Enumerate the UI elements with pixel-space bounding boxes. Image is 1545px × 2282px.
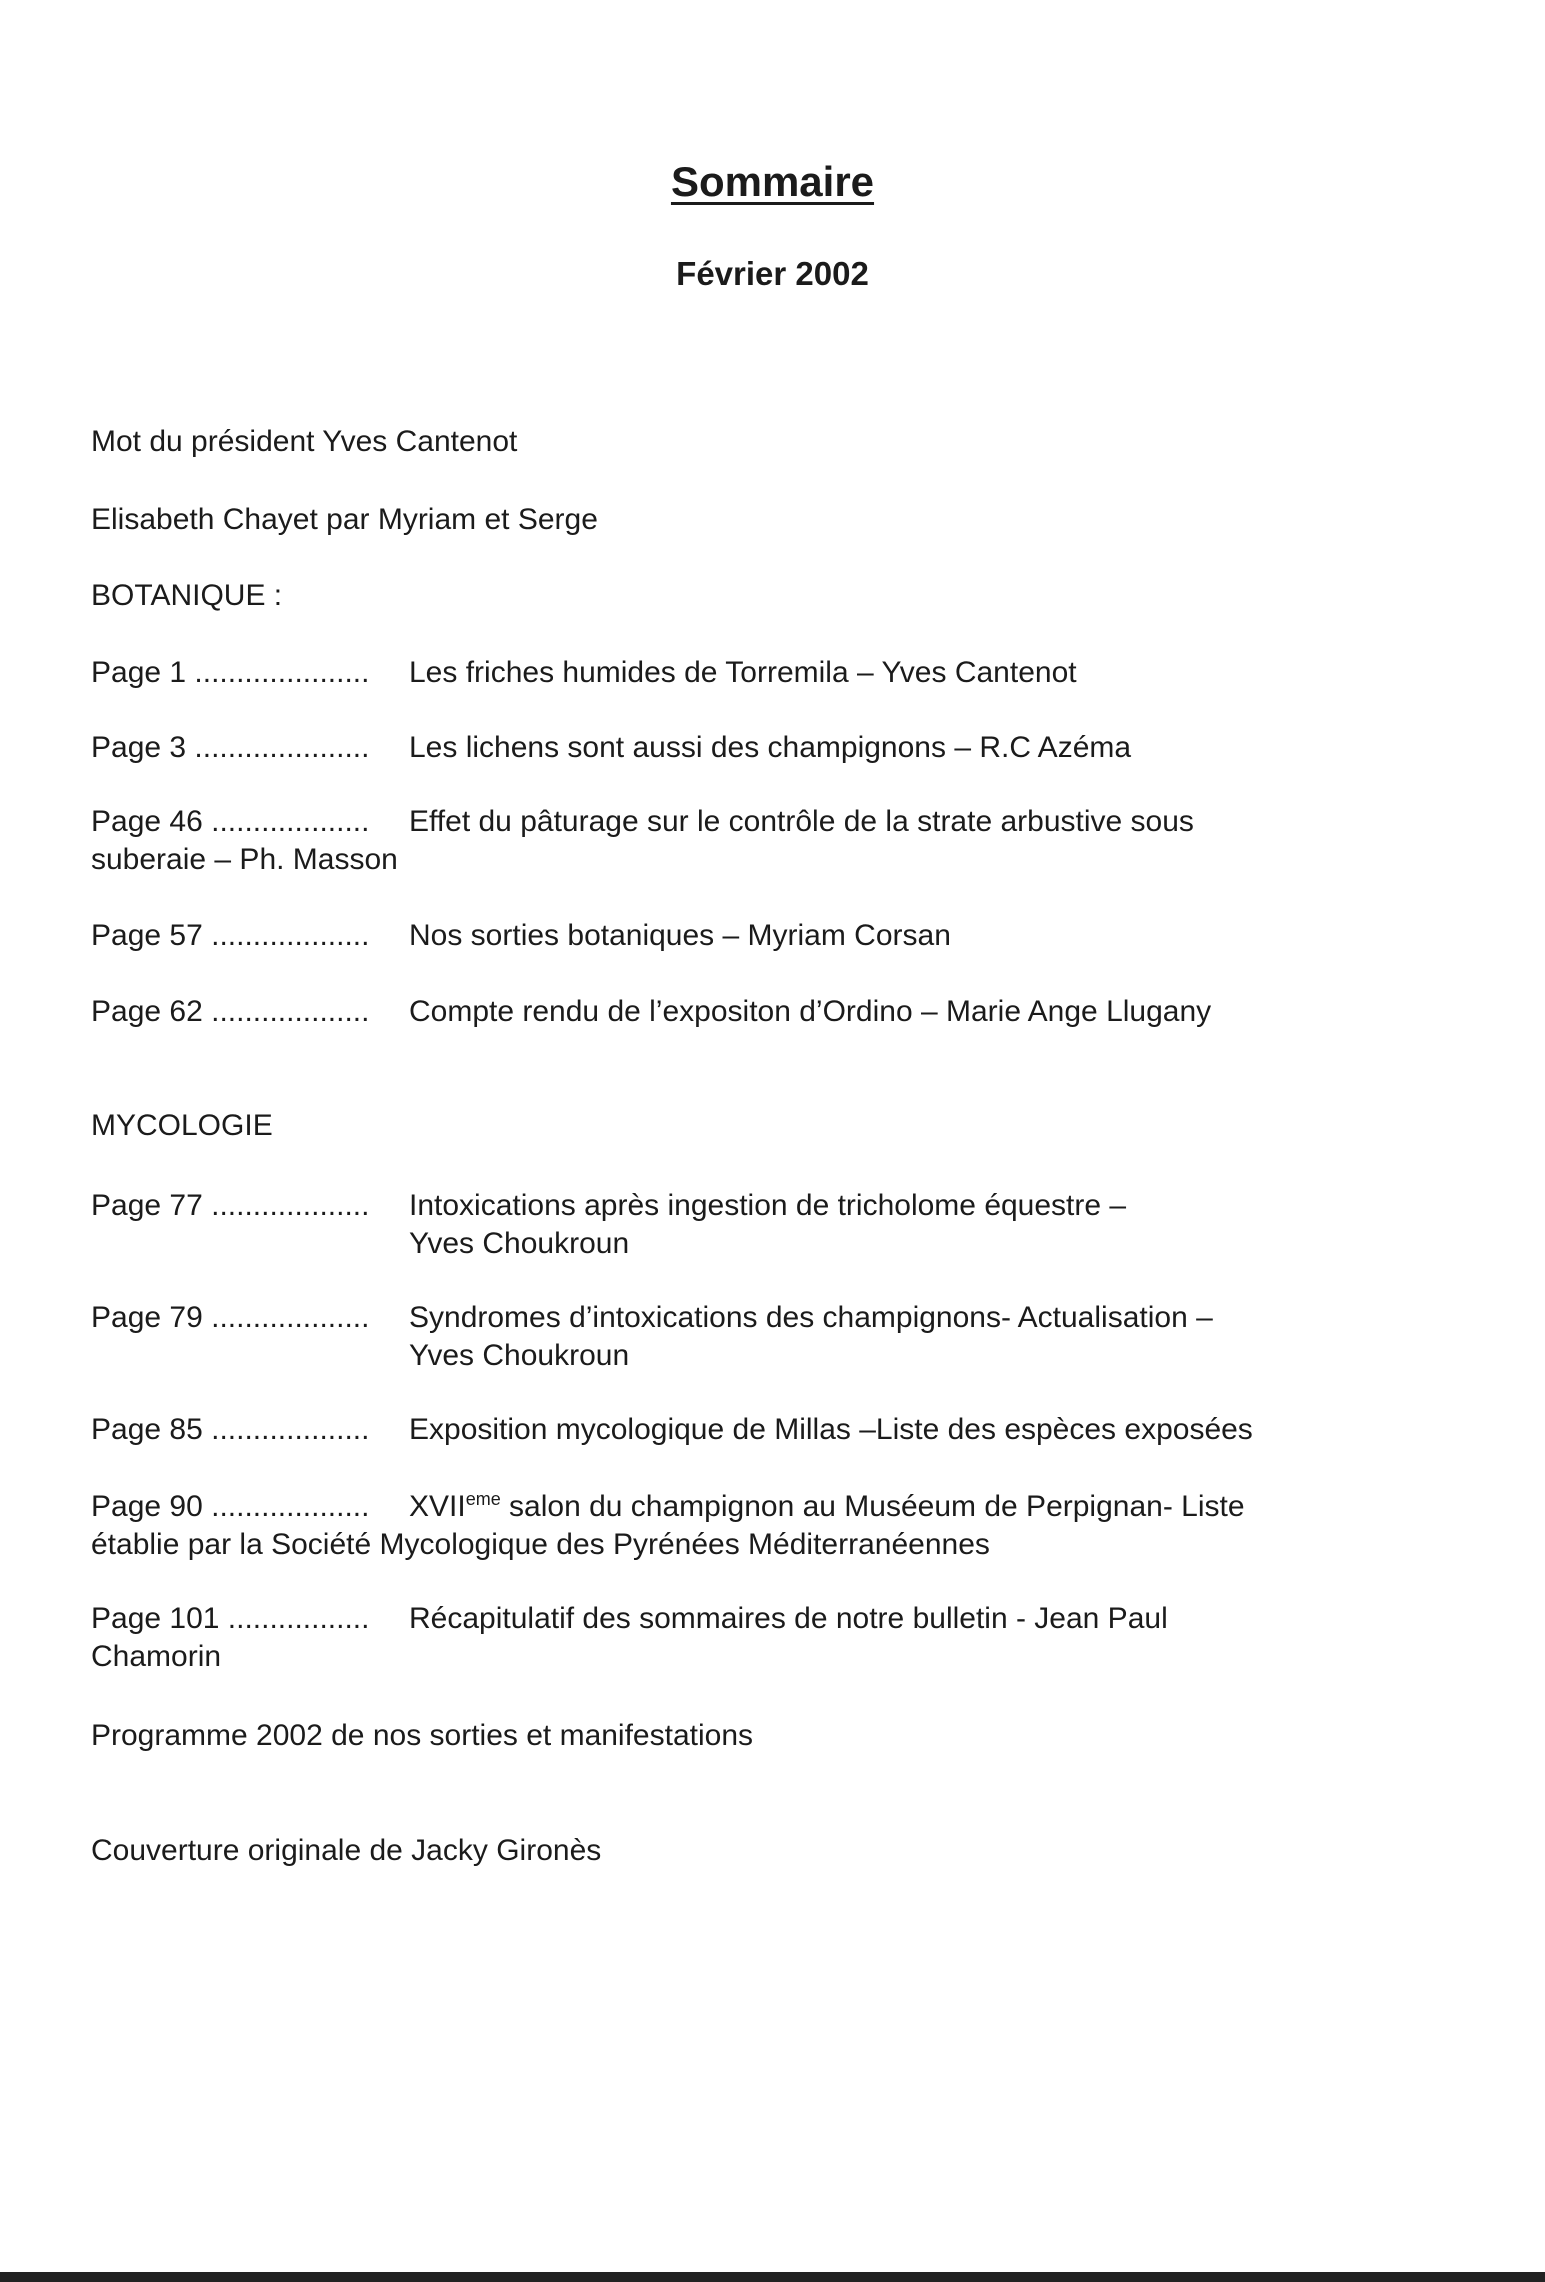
- toc-title: Nos sorties botaniques – Myriam Corsan: [409, 919, 951, 952]
- issue-date: Février 2002: [676, 255, 869, 292]
- toc-page-ref: Page 79 ...................: [91, 1301, 370, 1334]
- toc-entry: [91, 1188, 1127, 1260]
- toc-title-continuation: Yves Choukroun: [409, 1227, 630, 1260]
- section-heading-botanique: BOTANIQUE :: [91, 579, 283, 612]
- toc-title: Les friches humides de Torremila – Yves Cantenot: [409, 656, 1077, 689]
- toc-entry: [91, 994, 1212, 1030]
- toc-entry: [91, 1412, 1253, 1448]
- toc-page-ref: Page 85 ...................: [91, 1413, 370, 1446]
- intro-line-chayet: Elisabeth Chayet par Myriam et Serge: [91, 503, 598, 536]
- toc-entry: [91, 1300, 1213, 1372]
- toc-title: Syndromes d’intoxications des champignons- Actualisation –: [409, 1301, 1213, 1334]
- toc-title-continuation: suberaie – Ph. Masson: [91, 843, 398, 876]
- toc-title-superscript: eme: [465, 1489, 501, 1509]
- toc-entry: [91, 918, 951, 954]
- toc-page-ref: Page 3 .....................: [91, 731, 370, 764]
- toc-title-part: salon du champignon au Muséeum de Perpignan- Liste: [500, 1490, 1245, 1523]
- toc-title: Récapitulatif des sommaires de notre bulletin - Jean Paul: [409, 1602, 1168, 1635]
- intro-line-president: Mot du président Yves Cantenot: [91, 425, 518, 458]
- toc-title-continuation: Yves Choukroun: [409, 1339, 630, 1372]
- toc-title-part: XVII: [409, 1490, 466, 1523]
- section-heading-mycologie: MYCOLOGIE: [91, 1109, 273, 1142]
- page-title: Sommaire: [670, 158, 875, 205]
- outro-line-programme: Programme 2002 de nos sorties et manifestations: [91, 1719, 754, 1752]
- scan-edge: [0, 2272, 1545, 2282]
- toc-entry: [91, 730, 1132, 766]
- toc-title-continuation: Chamorin: [91, 1640, 222, 1673]
- toc-entry: [91, 655, 1077, 691]
- toc-title: Effet du pâturage sur le contrôle de la strate arbustive sous: [409, 805, 1194, 838]
- toc-page-ref: Page 90 ...................: [91, 1490, 370, 1523]
- toc-entry: [91, 1489, 1245, 1561]
- toc-entry: [91, 804, 1194, 876]
- toc-title-continuation: établie par la Société Mycologique des Pyrénées Méditerranéennes: [91, 1528, 990, 1561]
- toc-page-ref: Page 62 ...................: [91, 995, 370, 1028]
- toc-entry: [91, 1601, 1168, 1673]
- toc-title: Compte rendu de l’expositon d’Ordino – Marie Ange Llugany: [409, 995, 1212, 1028]
- toc-page-ref: Page 57 ...................: [91, 919, 370, 952]
- toc-title: Les lichens sont aussi des champignons – R.C Azéma: [409, 731, 1132, 764]
- toc-title: Exposition mycologique de Millas –Liste des espèces exposées: [409, 1413, 1253, 1446]
- outro-line-couverture: Couverture originale de Jacky Gironès: [91, 1834, 602, 1867]
- toc-page-ref: Page 46 ...................: [91, 805, 370, 838]
- toc-title: Intoxications après ingestion de tricholome équestre –: [409, 1189, 1127, 1222]
- toc-page-ref: Page 1 .....................: [91, 656, 370, 689]
- toc-page-ref: Page 77 ...................: [91, 1189, 370, 1222]
- toc-title: [409, 1489, 1245, 1525]
- toc-page-ref: Page 101 .................: [91, 1602, 370, 1635]
